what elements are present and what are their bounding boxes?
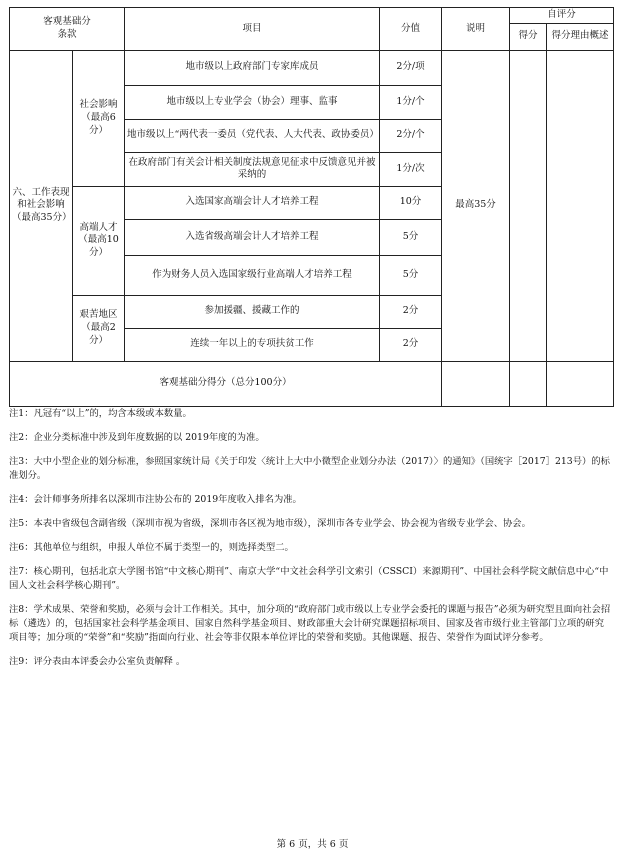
- item-text: 入选国家高端会计人才培养工程: [125, 186, 380, 219]
- note-2: 注2：企业分类标准中涉及到年度数据的以 2019年度的为准。: [9, 432, 265, 443]
- header-remark: 说明: [442, 8, 510, 51]
- note-8: 注8：学术成果、荣誉和奖励，必须与会计工作相关。其中，加分项的“政府部门或市级以上专业学会委托的课题与报告”必须为研究型且面向社会招标（遴选）的，包括国家社会科学基金项目、国家自然科学基金项目、财政部重大会计研究课题招标项目、国家及省市级行业主管部门立项的研究项目等；加分项的“荣誉”和“奖励”指面向行业、社会等非仅限本单位评比的荣誉和奖励。其他课题、报告、荣誉作为面试评分参考。: [9, 604, 611, 643]
- note-1: 注1：凡冠有“以上”的，均含本级或本数量。: [9, 408, 192, 419]
- note-4: 注4：会计师事务所排名以深圳市注协公布的 2019年度收入排名为准。: [9, 494, 302, 505]
- header-self-reason: 得分理由概述: [547, 23, 614, 50]
- self-score-cell[interactable]: [510, 50, 547, 361]
- table-row: [10, 50, 614, 85]
- item-text: 入选省级高端会计人才培养工程: [125, 219, 380, 255]
- group-name: 艰苦地区 （最高2分）: [73, 295, 125, 361]
- item-text: 作为财务人员入选国家级行业高端人才培养工程: [125, 255, 380, 295]
- item-score: 5分: [380, 219, 442, 255]
- item-text: 地市级以上专业学会（协会）理事、监事: [125, 85, 380, 119]
- notes: [9, 407, 613, 679]
- header-self-score: 得分: [510, 23, 547, 50]
- item-text: 连续一年以上的专项扶贫工作: [125, 328, 380, 361]
- item-score: 5分: [380, 255, 442, 295]
- total-reason-cell[interactable]: [547, 361, 614, 406]
- header-item: 项目: [125, 8, 380, 51]
- note-3: 注3：大中小型企业的划分标准，参照国家统计局《关于印发〈统计上大中小微型企业划分办法（2017）〉的通知》（国统字［2017］213号）的标准划分。: [9, 456, 610, 481]
- header-row-1: [10, 8, 614, 24]
- group-name: 高端人才 （最高10分）: [73, 186, 125, 295]
- page-footer: 第 6 页，共 6 页: [276, 839, 349, 850]
- item-score: 2分/项: [380, 50, 442, 85]
- section-name: 六、工作表现和社会影响 （最高35分）: [10, 50, 73, 361]
- item-score: 2分: [380, 295, 442, 328]
- header-category: 客观基础分 条款: [10, 8, 125, 51]
- note-5: 注5：本表中省级包含副省级（深圳市视为省级，深圳市各区视为地市级），深圳市各专业学会、协会视为省级专业学会、协会。: [9, 518, 531, 529]
- header-score: 分值: [380, 8, 442, 51]
- item-text: 参加援疆、援藏工作的: [125, 295, 380, 328]
- total-score-cell[interactable]: [510, 361, 547, 406]
- note-7: 注7：核心期刊，包括北京大学图书馆“中文核心期刊”、南京大学“中文社会科学引文索引（CSSCI）来源期刊”、中国社会科学院文献信息中心“中国人文社会科学核心期刊”。: [9, 566, 609, 591]
- header-self-eval: 自评分: [510, 8, 614, 24]
- total-label: 客观基础分得分（总分100分）: [10, 361, 442, 406]
- item-score: 1分/次: [380, 152, 442, 186]
- score-sheet: [9, 7, 613, 407]
- scoring-table: [9, 7, 614, 407]
- item-score: 10分: [380, 186, 442, 219]
- self-reason-cell[interactable]: [547, 50, 614, 361]
- note-9: 注9：评分表由本评委会办公室负责解释 。: [9, 656, 186, 667]
- item-score: 1分/个: [380, 85, 442, 119]
- note-6: 注6：其他单位与组织，申报人单位不属于类型一的，则选择类型二。: [9, 542, 294, 553]
- section-remark: 最高35分: [442, 50, 510, 361]
- total-remark-cell: [442, 361, 510, 406]
- item-text: 地市级以上政府部门专家库成员: [125, 50, 380, 85]
- item-score: 2分/个: [380, 119, 442, 152]
- item-score: 2分: [380, 328, 442, 361]
- item-text: 地市级以上“两代表一委员（党代表、人大代表、政协委员）: [125, 119, 380, 152]
- total-row: [10, 361, 614, 406]
- group-name: 社会影响 （最高6分）: [73, 50, 125, 186]
- item-text: 在政府部门有关会计相关制度法规意见征求中反馈意见并被采纳的: [125, 152, 380, 186]
